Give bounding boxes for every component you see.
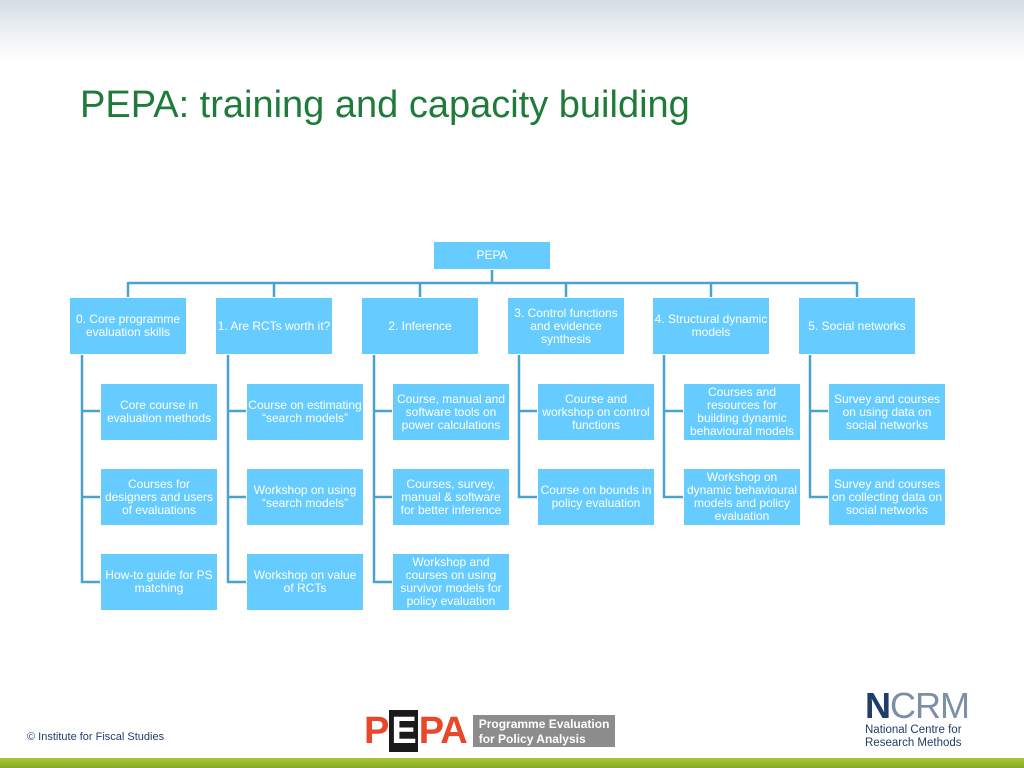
pepa-wordmark [364, 710, 467, 752]
org-node-header: 5. Social networks [798, 297, 916, 355]
org-node-item: Survey and courses on collecting data on social networks [828, 468, 946, 526]
ncrm-logo [865, 685, 995, 750]
org-node-item: Courses for designers and users of evaluations [100, 468, 218, 526]
org-node-item: Core course in evaluation methods [100, 383, 218, 441]
org-node-item: Workshop on dynamic behavioural models and policy evaluation [683, 468, 801, 526]
ncrm-letter: N [865, 685, 890, 726]
slide-title: PEPA: training and capacity building [80, 84, 690, 126]
pepa-letter: P [364, 710, 389, 752]
pepa-letter: A [440, 710, 467, 752]
org-node-header: 0. Core programme evaluation skills [69, 297, 187, 355]
org-node-header: 3. Control functions and evidence synthesis [507, 297, 625, 355]
copyright-text: © Institute for Fiscal Studies [27, 731, 165, 743]
ncrm-subtitle-line: National Centre for [865, 724, 962, 736]
ncrm-subtitle-line: Research Methods [865, 737, 962, 749]
org-node-item: Survey and courses on using data on social networks [828, 383, 946, 441]
pepa-subtitle [473, 715, 616, 747]
org-node-header: 2. Inference [361, 297, 479, 355]
org-node-item: Workshop and courses on using survivor models for policy evaluation [392, 553, 510, 611]
org-node-item: How-to guide for PS matching [100, 553, 218, 611]
org-node-item: Workshop on using “search models” [246, 468, 364, 526]
org-node-header: 4. Structural dynamic models [652, 297, 770, 355]
org-node-item: Courses, survey, manual & software for better inference [392, 468, 510, 526]
org-node-item: Course on estimating “search models” [246, 383, 364, 441]
pepa-letter: P [418, 710, 441, 752]
org-node-item: Courses and resources for building dynamic behavioural models [683, 383, 801, 441]
pepa-logo [364, 710, 615, 752]
ncrm-letters: CRM [890, 685, 969, 726]
org-node-item: Course on bounds in policy evaluation [537, 468, 655, 526]
pepa-letter: E [391, 710, 416, 752]
org-node-root: PEPA [433, 241, 551, 270]
pepa-subtitle-line: Programme Evaluation [478, 717, 610, 731]
footer-bar [0, 758, 1024, 768]
org-node-item: Course, manual and software tools on power calculations [392, 383, 510, 441]
ncrm-wordmark [865, 685, 995, 726]
org-node-item: Course and workshop on control functions [537, 383, 655, 441]
org-node-item: Workshop on value of RCTs [246, 553, 364, 611]
pepa-subtitle-line: for Policy Analysis [478, 732, 586, 746]
org-node-header: 1. Are RCTs worth it? [215, 297, 333, 355]
